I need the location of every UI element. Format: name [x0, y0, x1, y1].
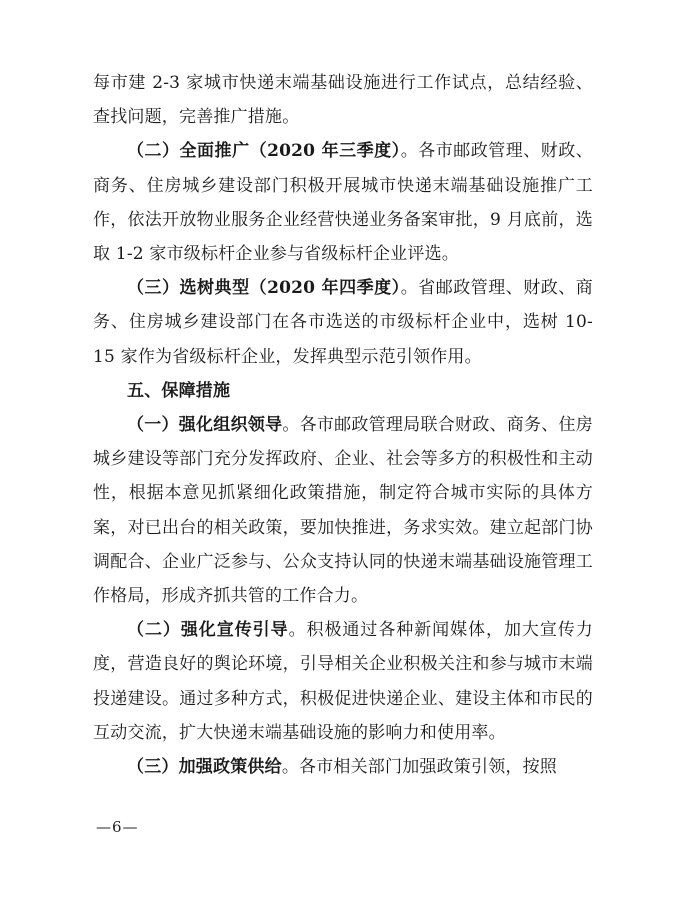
- paragraph-promotion: [93, 134, 593, 271]
- paragraph-continuation: [93, 66, 593, 134]
- paragraph-text: 每市建 2-3 家城市快递末端基础设施进行工作试点，总结经验、查找问题，完善推广措施。: [93, 73, 593, 128]
- page-number: —6—: [96, 818, 139, 836]
- paragraph-lead: （三）加强政策供给: [127, 757, 282, 778]
- document-body: [93, 66, 593, 784]
- paragraph-organization: [93, 408, 593, 613]
- paragraph-text: 。省邮政管理、财政、商务、住房城乡建设部门在各市选送的市级标杆企业中，选树 10-15 家作为省级标杆企业，发挥典型示范引领作用。: [93, 278, 593, 367]
- paragraph-text: 。积极通过各种新闻媒体，加大宣传力度，营造良好的舆论环境，引导相关企业积极关注和参与城市末端投递建设。通过多种方式，积极促进快递企业、建设主体和市民的互动交流，扩大快递末端基础设施的影响力和使用率。: [93, 620, 593, 743]
- paragraph-policy-supply: [93, 750, 593, 784]
- paragraph-lead: （一）强化组织领导: [127, 415, 283, 436]
- paragraph-typical-selection: [93, 271, 593, 374]
- paragraph-lead: （二）全面推广（2020 年三季度）: [127, 141, 401, 162]
- paragraph-text: 。各市邮政管理局联合财政、商务、住房城乡建设等部门充分发挥政府、企业、社会等多方的积极性和主动性，根据本意见抓紧细化政策措施，制定符合城市实际的具体方案，对已出台的相关政策，要加快推进，务求实效。建立起部门协调配合、企业广泛参与、公众支持认同的快递末端基础设施管理工作格局，形成齐抓共管的工作合力。: [93, 415, 593, 607]
- section-heading: 五、保障措施: [127, 380, 231, 401]
- paragraph-lead: （二）强化宣传引导: [127, 620, 289, 641]
- paragraph-publicity: [93, 613, 593, 750]
- paragraph-text: 。各市邮政管理、财政、商务、住房城乡建设部门积极开展城市快递末端基础设施推广工作，依法开放物业服务企业经营快递业务备案审批，9 月底前，选取 1-2 家市级标杆企业参与省级标杆企业评选。: [93, 141, 593, 265]
- paragraph-text: 。各市相关部门加强政策引领，按照: [281, 757, 558, 778]
- paragraph-lead: （三）选树典型（2020 年四季度）: [127, 278, 401, 299]
